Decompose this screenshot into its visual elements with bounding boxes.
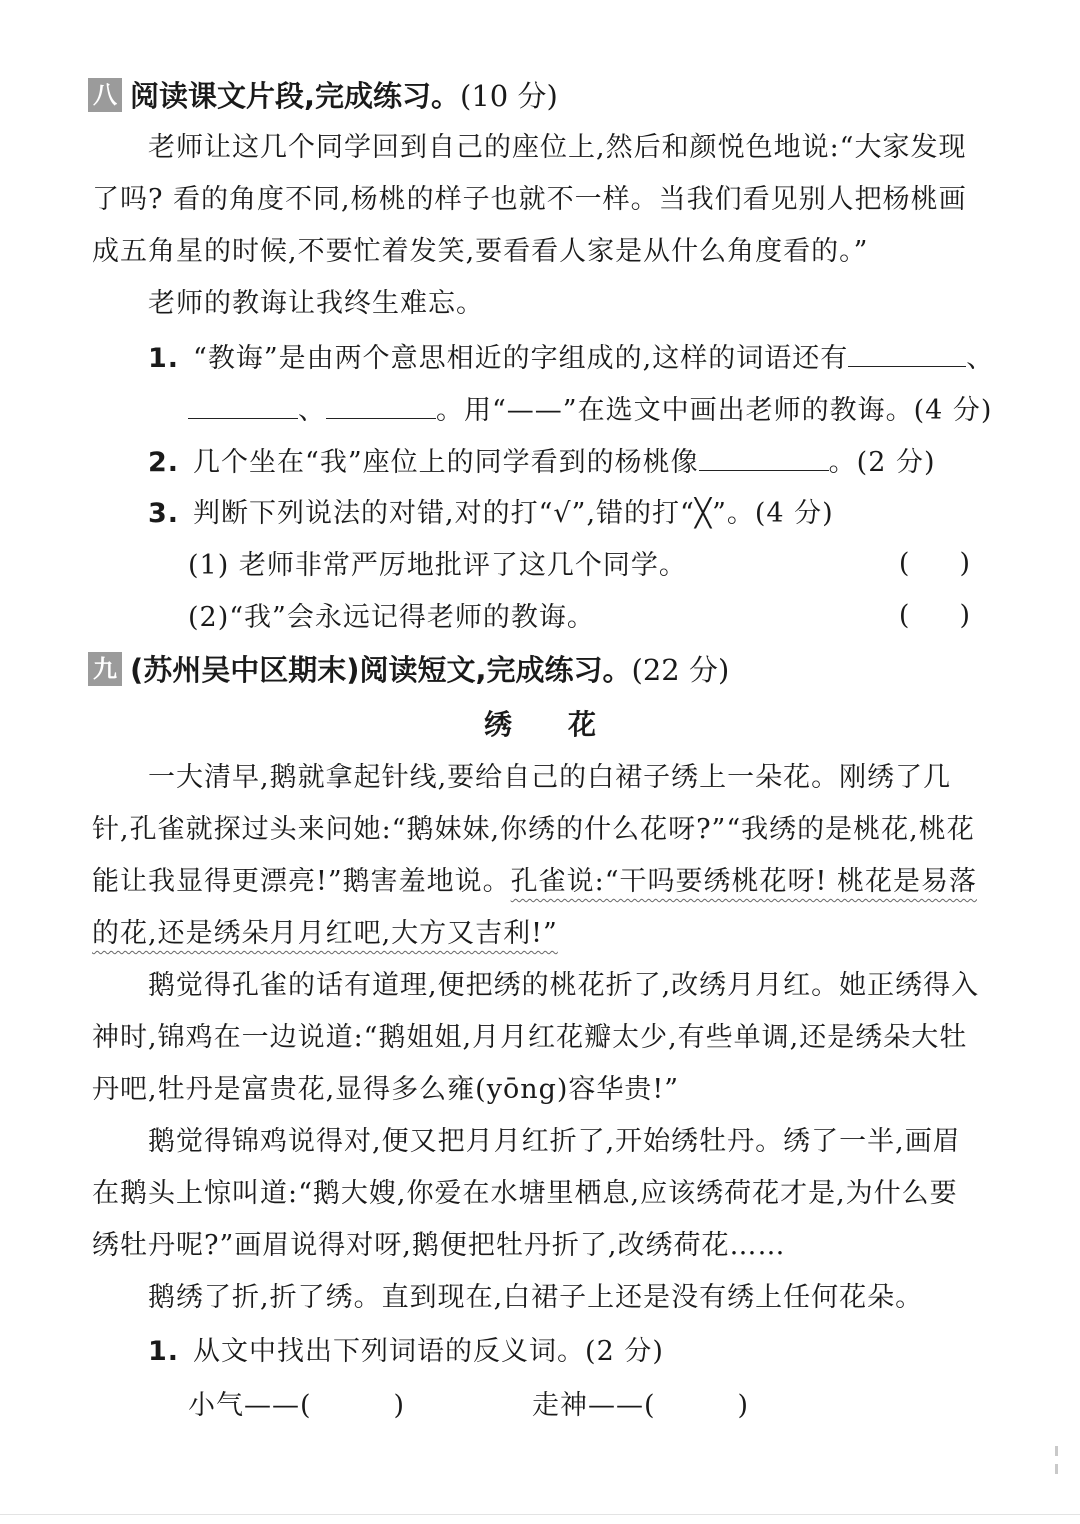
s9-q1-pair-1-label: 小气——(	[188, 1390, 312, 1421]
s8-q3-item-2-answer[interactable]: ()	[898, 600, 1020, 631]
s8-q1-text: “教诲”是由两个意思相近的字组成的,这样的词语还有	[193, 343, 849, 374]
s8-q3-item-1: (1) 老师非常严厉地批评了这几个同学。	[188, 550, 687, 581]
section8-score: (10 分)	[460, 79, 558, 113]
s9-p3-line-1: 鹅觉得锦鸡说得对,便又把月月红折了,开始绣牡丹。绣了一半,画眉	[148, 1126, 961, 1157]
s9-p4: 鹅绣了折,折了绣。直到现在,白裙子上还是没有绣上任何花朵。	[148, 1282, 924, 1313]
edge-mark-1	[1055, 1446, 1058, 1456]
edge-mark-2	[1055, 1464, 1058, 1474]
section8-heading	[88, 76, 558, 116]
section9-heading-text: (苏州吴中区期末)阅读短文,完成练习。	[130, 653, 632, 687]
s8-question-1-cont	[188, 392, 992, 429]
s8-question-3	[148, 496, 834, 532]
section8-heading-text: 阅读课文片段,完成练习。	[130, 79, 461, 113]
s9-q1-pair-2-label: 走神——(	[532, 1390, 656, 1421]
s8-q3-item-2: (2)“我”会永远记得老师的教诲。	[188, 602, 595, 633]
s9-q1-pair-2	[532, 1388, 749, 1424]
s9-p2-line-2: 神时,锦鸡在一边说道:“鹅姐姐,月月红花瓣太少,有些单调,还是绣朵大牡	[92, 1022, 968, 1053]
s8-q1-text-b: 。用“——”在选文中画出老师的教诲。(4 分)	[436, 395, 993, 426]
s9-p3-line-3: 绣牡丹呢?”画眉说得对呀,鹅便把牡丹折了,改绣荷花……	[92, 1230, 786, 1261]
s8-question-2	[148, 444, 935, 481]
s9-p1-line-3-plain: 能让我显得更漂亮!”鹅害羞地说。	[92, 866, 511, 897]
s9-question-1	[148, 1334, 664, 1370]
s9-p1-line-2: 针,孔雀就探过头来问她:“鹅妹妹,你绣的什么花呀?”“我绣的是桃花,桃花	[92, 814, 975, 845]
section9-heading	[88, 650, 729, 690]
s9-q1-pair-1-close: )	[393, 1390, 406, 1421]
s8-passage-line-4: 老师的教诲让我终生难忘。	[148, 288, 484, 319]
s8-q2-text: 几个坐在“我”座位上的同学看到的杨桃像	[193, 447, 699, 478]
s8-q1-blank-2[interactable]	[188, 392, 298, 419]
s8-question-1	[148, 340, 994, 377]
s8-q1-blank-3[interactable]	[326, 392, 436, 419]
s8-q1-sep-1: 、	[966, 343, 995, 374]
s9-q1-number: 1.	[148, 1336, 180, 1367]
s8-q3-item-1-answer[interactable]: ()	[898, 548, 1020, 579]
s9-p1-line-4	[92, 916, 558, 952]
s8-q2-number: 2.	[148, 447, 180, 478]
s9-q1-pair-2-close: )	[737, 1390, 750, 1421]
s8-q3-text: 判断下列说法的对错,对的打“√”,错的打“╳”。(4 分)	[193, 498, 834, 529]
section9-badge: 九	[88, 652, 122, 686]
s9-p1-line-1: 一大清早,鹅就拿起针线,要给自己的白裙子绣上一朵花。刚绣了几	[148, 762, 952, 793]
s9-p1-wavy-underline-2: 的花,还是绣朵月月红吧,大方又吉利!”	[92, 918, 558, 949]
s9-p3-line-2: 在鹅头上惊叫道:“鹅大嫂,你爱在水塘里栖息,应该绣荷花才是,为什么要	[92, 1178, 958, 1209]
s9-p2-line-1: 鹅觉得孔雀的话有道理,便把绣的桃花折了,改绣月月红。她正绣得入	[148, 970, 980, 1001]
s9-q1-pair-1	[188, 1388, 405, 1424]
passage-title: 绣花	[483, 708, 652, 741]
s8-passage-line-1: 老师让这几个同学回到自己的座位上,然后和颜悦色地说:“大家发现	[148, 132, 967, 163]
s9-p1-wavy-underline-1: 孔雀说:“干吗要绣桃花呀! 桃花是易落	[510, 866, 977, 897]
s8-q2-text-b: 。(2 分)	[828, 447, 936, 478]
s8-passage-line-2: 了吗? 看的角度不同,杨桃的样子也就不一样。当我们看见别人把杨桃画	[92, 184, 967, 215]
s9-p1-line-3	[92, 864, 977, 900]
s8-q3-number: 3.	[148, 498, 180, 529]
section8-badge: 八	[88, 78, 122, 112]
s9-q1-text: 从文中找出下列词语的反义词。(2 分)	[193, 1336, 664, 1367]
s9-p2-line-3: 丹吧,牡丹是富贵花,显得多么雍(yōng)容华贵!”	[92, 1074, 680, 1105]
section9-score: (22 分)	[631, 653, 730, 687]
s8-q1-number: 1.	[148, 343, 180, 374]
s8-passage-line-3: 成五角星的时候,不要忙着发笑,要看看人家是从什么角度看的。”	[92, 236, 869, 267]
s8-q1-blank-1[interactable]	[848, 340, 966, 367]
bottom-rule	[0, 1514, 1080, 1515]
s8-q2-blank[interactable]	[699, 444, 829, 471]
s8-q1-sep-2: 、	[298, 395, 326, 426]
